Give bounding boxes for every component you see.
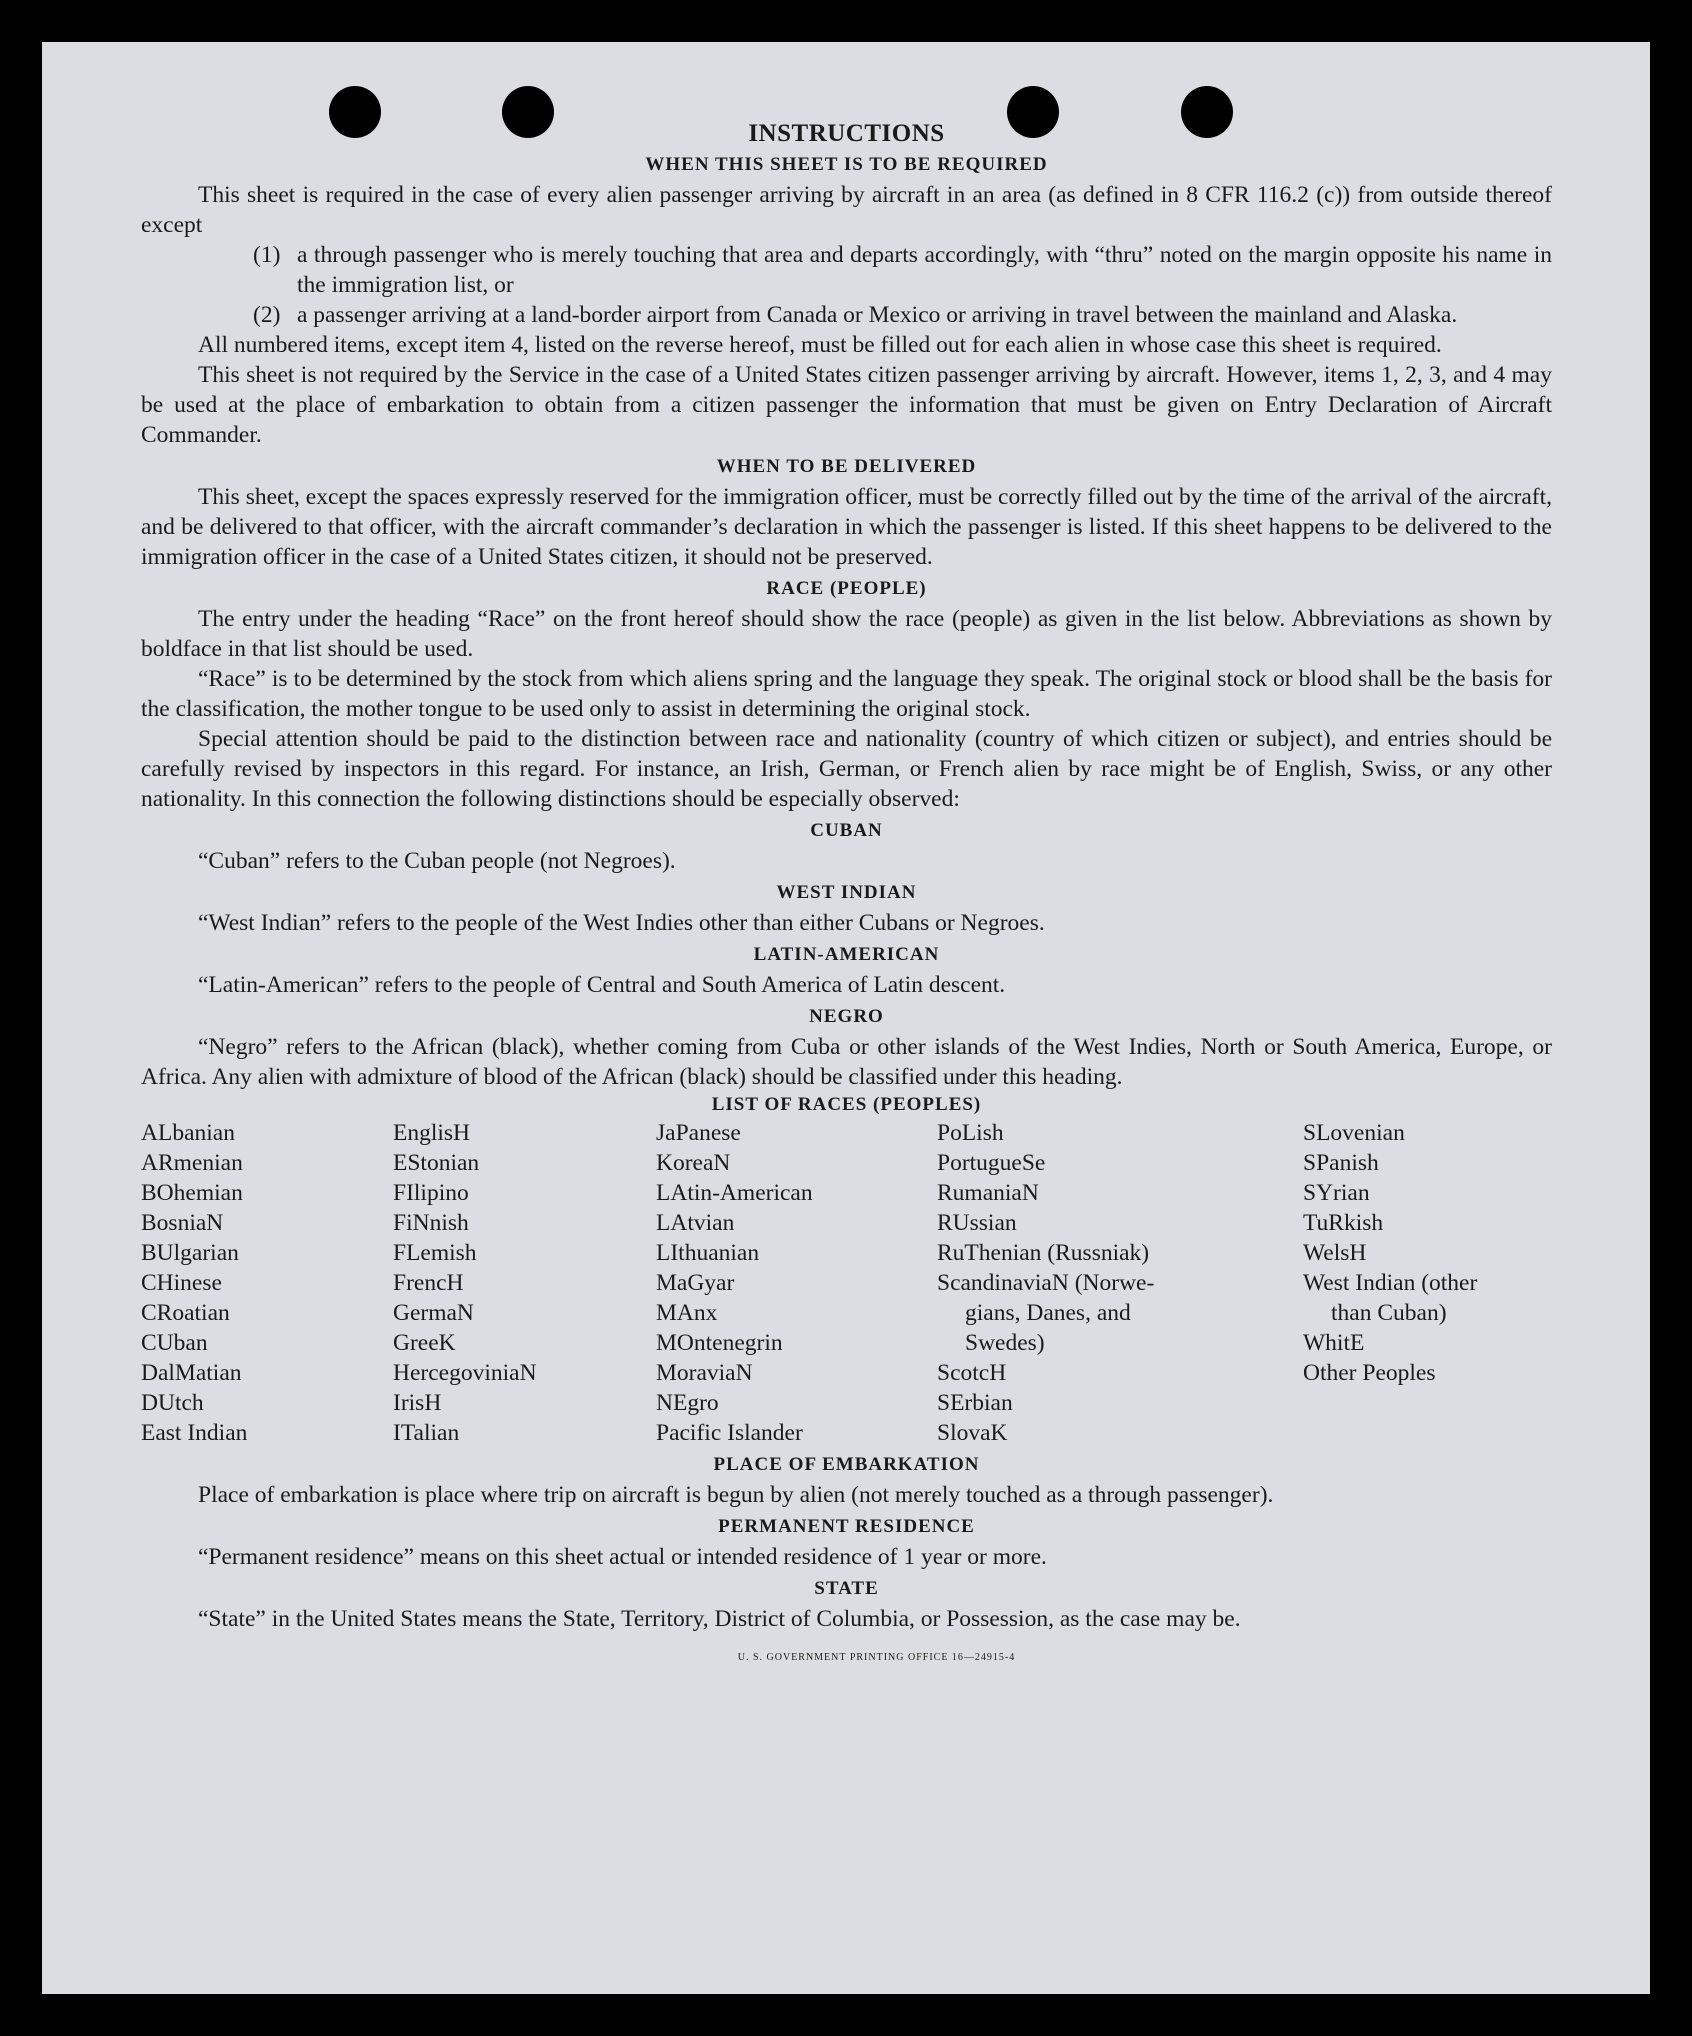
required-intro: This sheet is required in the case of every alien passenger arriving by aircraft in an area (as defined in 8 CFR 116.2 (c)) from outside thereof except (141, 182, 1552, 238)
race-entry: DalMatian (141, 1360, 242, 1386)
race-entry: NEgro (656, 1390, 719, 1416)
negro-text: “Negro” refers to the African (black), whether coming from Cuba or other islands of the West Indies, North or South America, Europe, or Africa. Any alien with admixture of blood of the African (black) should be classified under this heading. (141, 1034, 1552, 1090)
race-entry: ARmenian (141, 1150, 243, 1176)
document-sheet (42, 42, 1650, 1994)
race-p1: The entry under the heading “Race” on the front hereof should show the race (people) as given in the list below. Abbreviations as shown by boldface in that list should be used. (141, 606, 1552, 662)
item-text: a passenger arriving at a land-border airport from Canada or Mexico or arriving in travel between the mainland and Alaska. (297, 302, 1458, 328)
races-column (937, 1118, 1303, 1448)
race-entry: RuThenian (Russniak) (937, 1240, 1150, 1266)
race-entry: West Indian (other (1303, 1270, 1478, 1296)
race-entry: FLemish (393, 1240, 477, 1266)
races-column (393, 1118, 656, 1448)
race-entry: SPanish (1303, 1150, 1379, 1176)
race-entry: RumaniaN (937, 1180, 1039, 1206)
race-entry: SYrian (1303, 1180, 1370, 1206)
race-entry: WhitE (1303, 1330, 1365, 1356)
heading-when-required: WHEN THIS SHEET IS TO BE REQUIRED (645, 154, 1048, 175)
races-list (141, 1118, 1552, 1448)
race-entry: East Indian (141, 1420, 248, 1446)
race-entry: ITalian (393, 1420, 460, 1446)
latin-american-text: “Latin-American” refers to the people of Central and South America of Latin descent. (198, 972, 1006, 998)
race-entry: MoraviaN (656, 1360, 753, 1386)
cuban-text: “Cuban” refers to the Cuban people (not Negroes). (198, 848, 676, 874)
race-entry: SLovenian (1303, 1120, 1405, 1146)
races-column (1303, 1118, 1552, 1448)
required-p3: This sheet is not required by the Service in the case of a United States citizen passenger arriving by aircraft. However, items 1, 2, 3, and 4 may be used at the place of embarkation to obtain from a citizen passenger the information that must be given on Entry Declaration of Aircraft Commander. (141, 362, 1552, 448)
embarkation-text: Place of embarkation is place where trip on aircraft is begun by alien (not merely touched as a through passenger). (198, 1482, 1274, 1508)
race-entry: BOhemian (141, 1180, 243, 1206)
race-entry: MOntenegrin (656, 1330, 783, 1356)
race-entry: CHinese (141, 1270, 222, 1296)
residence-text: “Permanent residence” means on this sheet actual or intended residence of 1 year or more. (198, 1544, 1047, 1570)
west-indian-text: “West Indian” refers to the people of the West Indies other than either Cubans or Negroes. (198, 910, 1045, 936)
race-entry: BUlgarian (141, 1240, 239, 1266)
races-column (141, 1118, 393, 1448)
race-entry: LIthuanian (656, 1240, 760, 1266)
race-p3: Special attention should be paid to the distinction between race and nationality (country of which citizen or subject), and entries should be carefully revised by inspectors in this regard. For instance, an Irish, German, or French alien by race might be of English, Swiss, or any other nationality. In this connection the following distinctions should be especially observed: (141, 726, 1552, 812)
race-entry: JaPanese (656, 1120, 741, 1146)
heading-cuban: CUBAN (810, 820, 883, 841)
heading-state: STATE (814, 1578, 879, 1599)
heading-latin-american: LATIN-AMERICAN (753, 944, 940, 965)
heading-west-indian: WEST INDIAN (776, 882, 917, 903)
page-title: INSTRUCTIONS (748, 120, 945, 147)
instructions-content (141, 120, 1552, 1663)
race-entry: PoLish (937, 1120, 1004, 1146)
race-entry: ScotcH (937, 1360, 1007, 1386)
item-number: (1) (253, 242, 281, 268)
race-entry: Other Peoples (1303, 1360, 1436, 1386)
race-p2: “Race” is to be determined by the stock from which aliens spring and the language they speak. The original stock or blood shall be the basis for the classification, the mother tongue to be used only to assist in determining the original stock. (141, 666, 1552, 722)
races-column (656, 1118, 937, 1448)
exception-item (253, 300, 1552, 330)
race-entry: CRoatian (141, 1300, 230, 1326)
race-entry: gians, Danes, and (965, 1300, 1131, 1326)
race-entry: than Cuban) (1331, 1300, 1447, 1326)
race-entry: ScandinaviaN (Norwe- (937, 1270, 1155, 1296)
item-text: a through passenger who is merely touching that area and departs accordingly, with “thru” noted on the margin opposite his name in the immigration list, or (297, 242, 1552, 298)
state-text: “State” in the United States means the State, Territory, District of Columbia, or Possession, as the case may be. (198, 1606, 1241, 1632)
race-entry: DUtch (141, 1390, 204, 1416)
heading-when-delivered: WHEN TO BE DELIVERED (716, 456, 977, 477)
race-entry: EStonian (393, 1150, 480, 1176)
race-entry: TuRkish (1303, 1210, 1384, 1236)
race-entry: LAtin-American (656, 1180, 813, 1206)
race-entry: ALbanian (141, 1120, 235, 1146)
race-entry: FIlipino (393, 1180, 469, 1206)
race-entry: PortugueSe (937, 1150, 1046, 1176)
heading-race: RACE (PEOPLE) (766, 578, 927, 599)
race-entry: HercegoviniaN (393, 1360, 537, 1386)
race-entry: Pacific Islander (656, 1420, 803, 1446)
race-entry: Swedes) (965, 1330, 1045, 1356)
heading-permanent-residence: PERMANENT RESIDENCE (718, 1516, 975, 1537)
race-entry: SErbian (937, 1390, 1013, 1416)
race-entry: MAnx (656, 1300, 718, 1326)
race-entry: IrisH (393, 1390, 442, 1416)
race-entry: CUban (141, 1330, 208, 1356)
required-p2: All numbered items, except item 4, listed on the reverse hereof, must be filled out for each alien in whose case this sheet is required. (198, 332, 1442, 358)
race-entry: BosniaN (141, 1210, 224, 1236)
printing-office-footer: U. S. GOVERNMENT PRINTING OFFICE 16—24915-4 (737, 1652, 1016, 1663)
race-entry: GermaN (393, 1300, 474, 1326)
race-entry: GreeK (393, 1330, 456, 1356)
delivered-p1: This sheet, except the spaces expressly reserved for the immigration officer, must be correctly filled out by the time of the arrival of the aircraft, and be delivered to that officer, with the aircraft commander’s declaration in which the passenger is listed. If this sheet happens to be delivered to the immigration officer in the case of a United States citizen, it should not be preserved. (141, 484, 1552, 570)
race-entry: LAtvian (656, 1210, 735, 1236)
heading-negro: NEGRO (809, 1006, 884, 1027)
race-entry: FiNnish (393, 1210, 469, 1236)
race-entry: EnglisH (393, 1120, 471, 1146)
race-entry: KoreaN (656, 1150, 731, 1176)
race-entry: WelsH (1303, 1240, 1367, 1266)
race-entry: SlovaK (937, 1420, 1008, 1446)
heading-embarkation: PLACE OF EMBARKATION (713, 1454, 980, 1475)
item-number: (2) (253, 302, 281, 328)
race-entry: MaGyar (656, 1270, 735, 1296)
exception-item (253, 240, 1552, 300)
race-entry: FrencH (393, 1270, 464, 1296)
race-entry: RUssian (937, 1210, 1017, 1236)
heading-list-of-races: LIST OF RACES (PEOPLES) (711, 1094, 982, 1115)
